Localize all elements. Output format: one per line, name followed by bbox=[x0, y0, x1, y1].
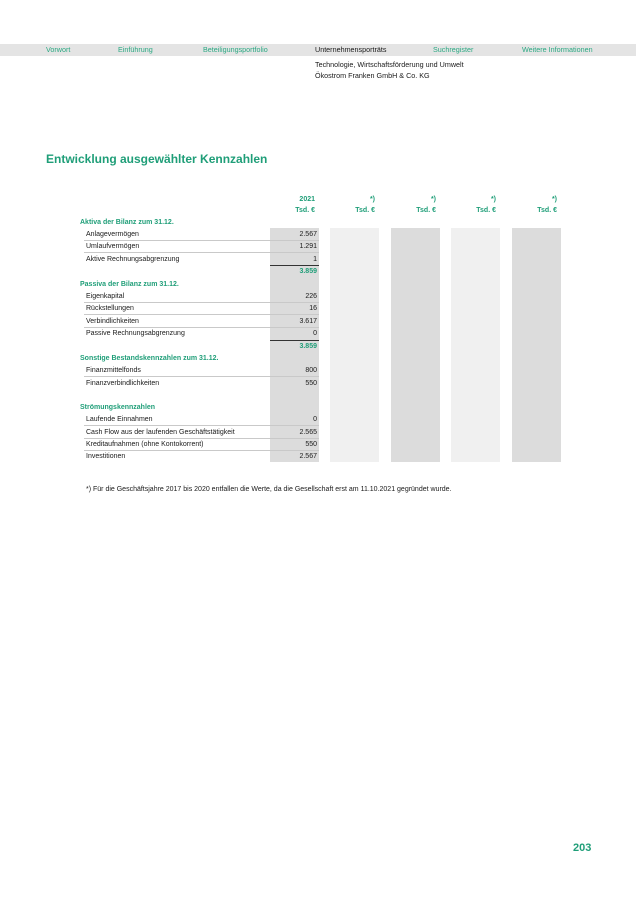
aktiva-total: 3.859 bbox=[299, 268, 317, 275]
column-header-year: *) bbox=[490, 196, 496, 203]
row-value: 226 bbox=[305, 293, 317, 300]
passiva-total: 3.859 bbox=[299, 343, 317, 350]
row-label: Laufende Einnahmen bbox=[86, 416, 153, 423]
row-divider bbox=[84, 425, 319, 426]
column-shade-5 bbox=[512, 228, 561, 462]
column-header-year: *) bbox=[551, 196, 557, 203]
row-divider bbox=[84, 314, 319, 315]
top-navigation bbox=[0, 44, 636, 56]
row-value: 0 bbox=[313, 330, 317, 337]
row-divider bbox=[84, 240, 319, 241]
column-header-unit: Tsd. € bbox=[295, 207, 315, 214]
row-label: Cash Flow aus der laufenden Geschäftstätigkeit bbox=[86, 429, 235, 436]
row-label: Passive Rechnungsabgrenzung bbox=[86, 330, 185, 337]
sum-rule bbox=[270, 340, 319, 341]
row-value: 3.617 bbox=[299, 318, 317, 325]
sum-rule bbox=[270, 265, 319, 266]
row-label: Verbindlichkeiten bbox=[86, 318, 139, 325]
row-divider bbox=[84, 327, 319, 328]
row-divider bbox=[84, 450, 319, 451]
row-value: 2.567 bbox=[299, 231, 317, 238]
row-label: Aktive Rechnungsabgrenzung bbox=[86, 256, 180, 263]
section-heading-passiva: Passiva der Bilanz zum 31.12. bbox=[80, 281, 179, 288]
category-label: Technologie, Wirtschaftsförderung und Umwelt bbox=[315, 60, 464, 69]
nav-item-weitere-informationen[interactable]: Weitere Informationen bbox=[522, 45, 593, 54]
column-shade-2 bbox=[330, 228, 379, 462]
row-divider bbox=[84, 376, 319, 377]
row-value: 800 bbox=[305, 367, 317, 374]
row-value: 2.565 bbox=[299, 429, 317, 436]
nav-item-einfuehrung[interactable]: Einführung bbox=[118, 45, 153, 54]
row-value: 1.291 bbox=[299, 243, 317, 250]
row-value: 550 bbox=[305, 380, 317, 387]
column-shade-3 bbox=[391, 228, 440, 462]
row-label: Finanzverbindlichkeiten bbox=[86, 380, 160, 387]
column-header-unit: Tsd. € bbox=[355, 207, 375, 214]
nav-item-beteiligungsportfolio[interactable]: Beteiligungsportfolio bbox=[203, 45, 268, 54]
row-label: Anlagevermögen bbox=[86, 231, 139, 238]
row-label: Umlaufvermögen bbox=[86, 243, 140, 250]
nav-item-unternehmensportraets[interactable]: Unternehmensporträts bbox=[315, 45, 387, 54]
row-value: 2.567 bbox=[299, 453, 317, 460]
row-value: 16 bbox=[309, 305, 317, 312]
section-heading-stroemung: Strömungskennzahlen bbox=[80, 404, 156, 411]
footnote: *) Für die Geschäftsjahre 2017 bis 2020 entfallen die Werte, da die Gesellschaft erst am 11.10.2021 gegründet wurde. bbox=[86, 486, 452, 493]
row-label: Kreditaufnahmen (ohne Kontokorrent) bbox=[86, 441, 204, 448]
row-divider bbox=[84, 252, 319, 253]
column-shade-4 bbox=[451, 228, 500, 462]
row-value: 0 bbox=[313, 416, 317, 423]
row-label: Investitionen bbox=[86, 453, 126, 460]
row-divider bbox=[84, 438, 319, 439]
row-label: Eigenkapital bbox=[86, 293, 125, 300]
section-heading-sonstige: Sonstige Bestandskennzahlen zum 31.12. bbox=[80, 355, 219, 362]
nav-item-vorwort[interactable]: Vorwort bbox=[46, 45, 71, 54]
column-header-unit: Tsd. € bbox=[476, 207, 496, 214]
row-label: Finanzmittelfonds bbox=[86, 367, 141, 374]
column-header-year: *) bbox=[369, 196, 375, 203]
section-heading-aktiva: Aktiva der Bilanz zum 31.12. bbox=[80, 219, 174, 226]
column-header-unit: Tsd. € bbox=[537, 207, 557, 214]
column-header-unit: Tsd. € bbox=[416, 207, 436, 214]
row-divider bbox=[84, 302, 319, 303]
column-header-year: 2021 bbox=[299, 196, 315, 203]
page-number: 203 bbox=[573, 842, 592, 854]
row-label: Rückstellungen bbox=[86, 305, 134, 312]
section-title: Entwicklung ausgewählter Kennzahlen bbox=[46, 152, 268, 166]
company-name: Ökostrom Franken GmbH & Co. KG bbox=[315, 71, 430, 80]
row-value: 550 bbox=[305, 441, 317, 448]
column-header-year: *) bbox=[430, 196, 436, 203]
row-value: 1 bbox=[313, 256, 317, 263]
nav-item-suchregister[interactable]: Suchregister bbox=[433, 45, 474, 54]
